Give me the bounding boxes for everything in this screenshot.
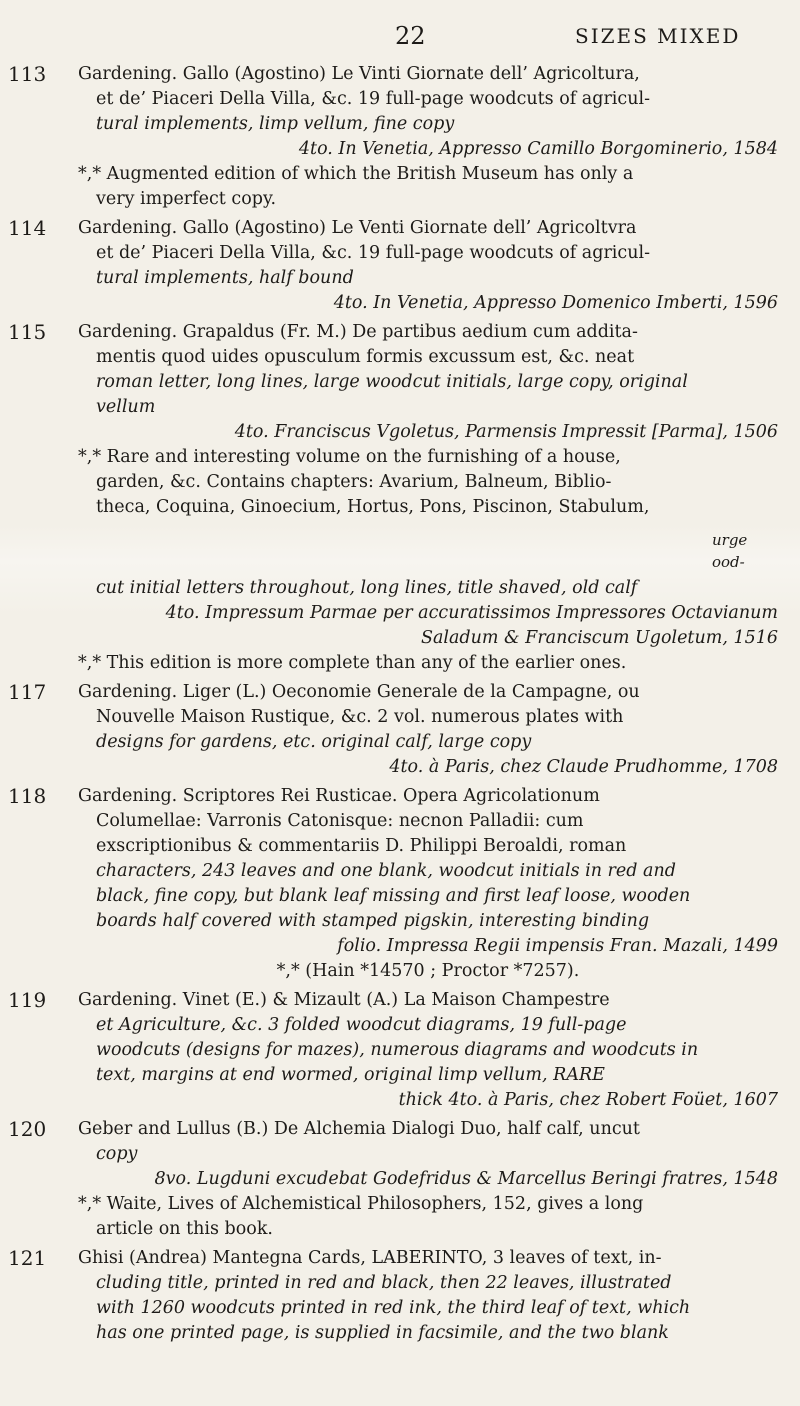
entry-note: *,* Waite, Lives of Alchemistical Philosophers, 152, gives a long [78, 1194, 644, 1214]
entry-line: cluding title, printed in red and black, then 22 leaves, illustrated [96, 1273, 672, 1293]
entry-118 [0, 784, 800, 984]
entry-line: et de’ Piaceri Della Villa, &c. 19 full-page woodcuts of agricul- [96, 89, 650, 109]
entry-line: Gardening. Scriptores Rei Rusticae. Opera Agricolationum [78, 786, 600, 806]
entry-imprint: 4to. In Venetia, Appresso Domenico Imberti, 1596 [333, 293, 778, 313]
entry-line: cut initial letters throughout, long lines, title shaved, old calf [96, 578, 638, 598]
entry-line: black, fine copy, but blank leaf missing and first leaf loose, wooden [96, 886, 691, 906]
entry-line: Ghisi (Andrea) Mantegna Cards, LABERINTO, 3 leaves of text, in- [78, 1248, 662, 1268]
entry-imprint: 8vo. Lugduni excudebat Godefridus & Marcellus Beringi fratres, 1548 [154, 1169, 778, 1189]
obscured-fragments [0, 524, 800, 576]
entry-imprint: 4to. Impressum Parmae per accuratissimos Impressores Octavianum [165, 603, 778, 623]
entry-line: Gardening. Liger (L.) Oeconomie Generale de la Campagne, ou [78, 682, 640, 702]
entry-imprint: 4to. à Paris, chez Claude Prudhomme, 1708 [389, 757, 778, 777]
entry-note: *,* Rare and interesting volume on the furnishing of a house, [78, 447, 621, 467]
lot-number: 115 [8, 320, 47, 344]
entry-imprint: thick 4to. à Paris, chez Robert Foüet, 1607 [398, 1090, 778, 1110]
entry-line: mentis quod uides opusculum formis excussum est, &c. neat [96, 347, 635, 367]
entry-115 [0, 320, 800, 520]
entry-line: boards half covered with stamped pigskin, interesting binding [96, 911, 650, 931]
entry-line: et Agriculture, &c. 3 folded woodcut diagrams, 19 full-page [96, 1015, 627, 1035]
page-header [0, 22, 800, 52]
lot-number: 119 [8, 988, 47, 1012]
lot-number: 117 [8, 680, 47, 704]
lot-number: 120 [8, 1117, 47, 1141]
entry-120 [0, 1117, 800, 1242]
entry-line: tural implements, limp vellum, fine copy [96, 114, 455, 134]
entry-line: tural implements, half bound [96, 268, 354, 288]
entry-line: characters, 243 leaves and one blank, woodcut initials in red and [96, 861, 676, 881]
entry-line: Nouvelle Maison Rustique, &c. 2 vol. numerous plates with [96, 707, 624, 727]
entry-note: *,* Augmented edition of which the British Museum has only a [78, 164, 634, 184]
entry-117 [0, 680, 800, 780]
entry-line: text, margins at end wormed, original limp vellum, RARE [96, 1065, 605, 1085]
entry-113 [0, 62, 800, 212]
entry-line: designs for gardens, etc. original calf, large copy [96, 732, 532, 752]
entry-note: very imperfect copy. [96, 189, 277, 209]
entry-line: woodcuts (designs for mazes), numerous diagrams and woodcuts in [96, 1040, 699, 1060]
running-title: SIZES MIXED [575, 24, 741, 48]
entry-119 [0, 988, 800, 1113]
entry-imprint: Saladum & Franciscum Ugoletum, 1516 [420, 628, 778, 648]
entry-note: garden, &c. Contains chapters: Avarium, Balneum, Biblio- [96, 472, 612, 492]
entry-note: *,* This edition is more complete than any of the earlier ones. [78, 653, 627, 673]
fragment-text: ood- [712, 553, 745, 571]
entry-line: et de’ Piaceri Della Villa, &c. 19 full-page woodcuts of agricul- [96, 243, 650, 263]
page-number: 22 [395, 22, 426, 50]
entry-114 [0, 216, 800, 316]
lot-number: 113 [8, 62, 47, 86]
lot-number: 121 [8, 1246, 47, 1270]
fragment-text: urge [712, 531, 748, 549]
entries [0, 62, 800, 1350]
lot-number: 114 [8, 216, 47, 240]
entry-line: roman letter, long lines, large woodcut initials, large copy, original [96, 372, 688, 392]
entry-line: exscriptionibus & commentariis D. Philippi Beroaldi, roman [96, 836, 627, 856]
entry-imprint: 4to. Franciscus Vgoletus, Parmensis Impressit [Parma], 1506 [234, 422, 778, 442]
entry-line: with 1260 woodcuts printed in red ink, the third leaf of text, which [96, 1298, 691, 1318]
entry-121 [0, 1246, 800, 1346]
lot-number: 118 [8, 784, 47, 808]
entry-line: Gardening. Gallo (Agostino) Le Vinti Giornate dell’ Agricoltura, [78, 64, 640, 84]
entry-note: *,* (Hain *14570 ; Proctor *7257). [276, 961, 580, 981]
entry-line: vellum [96, 397, 156, 417]
entry-line: Gardening. Gallo (Agostino) Le Venti Giornate dell’ Agricoltvra [78, 218, 637, 238]
entry-note: theca, Coquina, Ginoecium, Hortus, Pons, Piscinon, Stabulum, [96, 497, 650, 517]
entry-line: Geber and Lullus (B.) De Alchemia Dialogi Duo, half calf, uncut [78, 1119, 640, 1139]
entry-line: copy [96, 1144, 138, 1164]
entry-line: Gardening. Vinet (E.) & Mizault (A.) La Maison Champestre [78, 990, 610, 1010]
entry-line: Columellae: Varronis Catonisque: necnon Palladii: cum [96, 811, 584, 831]
entry-line: Gardening. Grapaldus (Fr. M.) De partibus aedium cum addita- [78, 322, 638, 342]
entry-116 [0, 576, 800, 676]
entry-note: article on this book. [96, 1219, 273, 1239]
entry-imprint: folio. Impressa Regii impensis Fran. Mazali, 1499 [337, 936, 778, 956]
entry-imprint: 4to. In Venetia, Appresso Camillo Borgominerio, 1584 [298, 139, 778, 159]
entry-line: has one printed page, is supplied in facsimile, and the two blank [96, 1323, 669, 1343]
